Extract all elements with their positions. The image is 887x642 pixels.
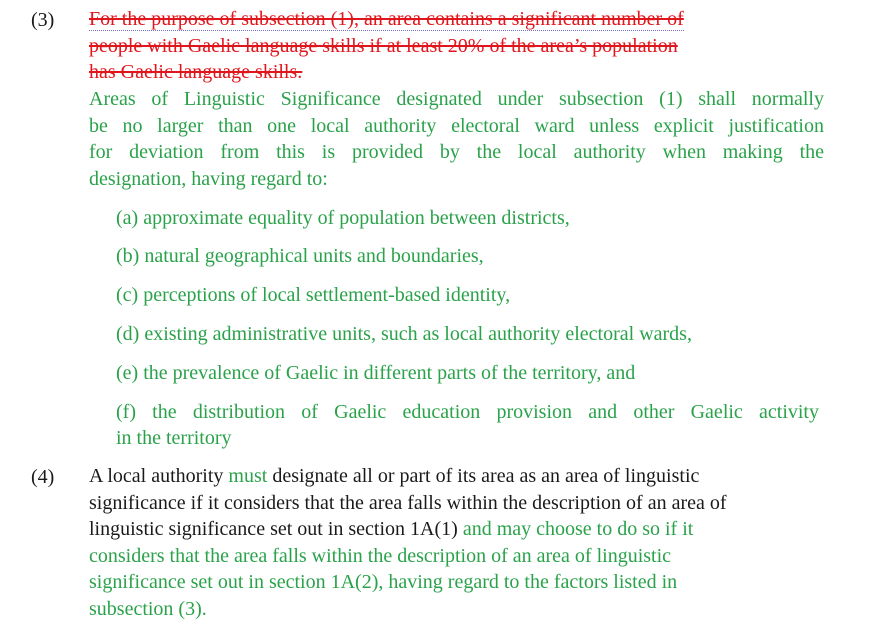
- inserted-line-2: be no larger than one local authority electoral ward unless explicit justification: [89, 114, 824, 137]
- paragraph-4-text: [89, 463, 824, 623]
- inserted-line-3: for deviation from this is provided by the local authority when making the: [89, 141, 824, 164]
- p4-inserted-line-4: considers that the area falls within the description of an area of linguistic: [89, 544, 672, 567]
- paragraph-3-deleted-text: [89, 6, 824, 86]
- p4-line-3: [89, 516, 824, 543]
- deleted-line-1: [89, 6, 824, 33]
- list-item: (b) natural geographical units and boundaries,: [116, 245, 484, 267]
- list-item-f-line-2: in the territory: [116, 427, 232, 449]
- p4-line-1: [89, 463, 824, 490]
- inserted-line-4: designation, having regard to:: [89, 167, 328, 190]
- list-item: (a) approximate equality of population between districts,: [116, 207, 570, 229]
- p4-line-3-inserted: and may choose to do so if it: [457, 518, 694, 541]
- list-item: (d) existing administrative units, such as local authority electoral wards,: [116, 323, 692, 345]
- deleted-line-3: has Gaelic language skills.: [89, 61, 303, 84]
- deleted-line-1-text: For the purpose of subsection (1), an area contains a significant number of: [89, 8, 684, 30]
- deleted-line-2: people with Gaelic language skills if at least 20% of the area’s population: [89, 34, 678, 57]
- p4-inserted-must: must: [228, 465, 268, 487]
- p4-inserted-line-5: significance set out in section 1A(2), having regard to the factors listed in: [89, 571, 678, 594]
- p4-line-1-start: A local authority: [89, 465, 229, 487]
- p4-inserted-line-6: subsection (3).: [89, 597, 207, 620]
- list-item: (e) the prevalence of Gaelic in different parts of the territory, and: [116, 362, 636, 384]
- list-item: (c) perceptions of local settlement-based identity,: [116, 284, 511, 306]
- p4-line-1-end: designate all or part of its area as an area of linguistic: [267, 465, 700, 487]
- p4-line-2: significance if it considers that the area falls within the description of an area of: [89, 491, 727, 514]
- list-item-f-line-1: (f) the distribution of Gaelic education provision and other Gaelic activity: [116, 401, 819, 423]
- p4-line-3-start: linguistic significance set out in section 1A(1): [89, 518, 458, 541]
- inserted-line-1: Areas of Linguistic Significance designated under subsection (1) shall normally: [89, 88, 824, 110]
- paragraph-4-number: (4): [31, 466, 55, 488]
- paragraph-3-inserted-text: [89, 86, 824, 192]
- paragraph-3-number: (3): [31, 9, 55, 31]
